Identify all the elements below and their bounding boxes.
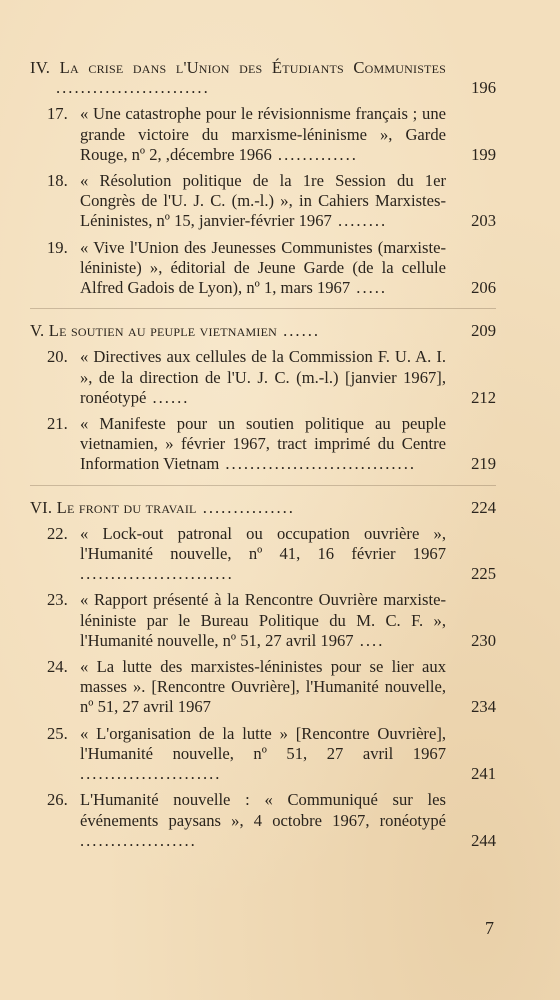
leader-dots: ............................... [219,454,416,474]
toc-item-24 [30,657,496,718]
page-reference: 230 [471,630,496,650]
leader-dots: ............... [196,497,295,517]
toc-section-iv [30,58,496,98]
leader-dots: ....................... [80,764,222,784]
page-reference: 244 [471,830,496,850]
leader-dots: ......................... [80,564,234,584]
toc-item-17 [30,104,496,165]
leader-dots: ......................... [56,78,210,98]
page-reference: 206 [471,278,496,298]
table-of-contents [30,58,496,857]
item-title: « La lutte des marxistes-léninistes pour se lier aux masses ». [Rencontre Ouvrière], l'Humanité nouvelle, nº 51, 27 avril 1967 [80,657,446,717]
item-title: « Vive l'Union des Jeunesses Communistes (marxiste-léniniste) », éditorial de Jeune Garde (de la cellule Alfred Gadois de Lyon), nº 1, mars 1967 [80,237,446,298]
item-title: L'Humanité nouvelle : « Communiqué sur les événements paysans », 4 octobre 1967, ronéotypé [80,790,446,830]
toc-item-19 [30,238,496,299]
page-reference: 219 [471,454,496,474]
section-divider [30,485,496,486]
item-number: 23. [47,590,68,610]
page-reference: 203 [471,211,496,231]
leader-dots: ...... [276,321,321,341]
leader-dots: ..... [350,278,388,298]
leader-dots: ...... [146,387,190,407]
page-reference: 241 [471,764,496,784]
item-title: « Manifeste pour un soutien politique au peuple vietnamien, » février 1967, tract imprimé du Centre Information Vietnam [80,414,446,474]
leader-dots: ........ [331,211,388,231]
item-number: 20. [47,347,68,367]
folio-page-number: 7 [485,918,494,938]
page-reference: 224 [471,497,496,517]
toc-item-22 [30,524,496,585]
toc-item-23 [30,590,496,651]
item-number: 19. [47,237,68,257]
page-reference: 212 [471,387,496,407]
page-reference: 196 [471,78,496,98]
page-reference: 234 [471,697,496,717]
item-number: 26. [47,790,68,810]
leader-dots: ............. [271,144,358,164]
toc-item-18 [30,171,496,232]
item-title: « Directives aux cellules de la Commission F. U. A. I. », de la direction de l'U. J. C. (m.-l.) [janvier 1967], ronéotypé [80,347,446,407]
section-heading: V. Le soutien au peuple vietnamien [30,321,277,341]
toc-item-20 [30,347,496,408]
item-number: 22. [47,523,68,543]
item-title: « Une catastrophe pour le révisionnisme français ; une grande victoire du marxisme-léninisme », Garde Rouge, nº 2, ,décembre 1966 [80,104,446,164]
item-title: « Rapport présenté à la Rencontre Ouvrière marxiste-léniniste par le Bureau Politique du M. C. F. », l'Humanité nouvelle, nº 51, 27 avril 1967 [80,590,446,650]
item-title: « Lock-out patronal ou occupation ouvrière », l'Humanité nouvelle, nº 41, 16 février 1967 [80,523,446,564]
leader-dots: .... [353,630,385,650]
item-number: 21. [47,414,68,434]
item-number: 18. [47,171,68,191]
item-number: 25. [47,723,68,743]
page-reference: 209 [471,321,496,341]
toc-item-26 [30,790,496,851]
toc-item-21 [30,414,496,475]
page-reference: 199 [471,144,496,164]
item-title: « Résolution politique de la 1re Session du 1er Congrès de l'U. J. C. (m.-l.) », in Cahiers Marxistes-Léninistes, nº 15, janvier-février 1967 [80,171,446,231]
toc-section-vi [30,498,496,518]
page-reference: 225 [471,564,496,584]
section-divider [30,308,496,309]
toc-section-v [30,321,496,341]
section-heading: VI. Le front du travail [30,497,197,517]
section-heading: IV. La crise dans l'Union des Étudiants Communistes [30,58,446,77]
item-number: 17. [47,104,68,124]
item-title: « L'organisation de la lutte » [Rencontre Ouvrière], l'Humanité nouvelle, nº 51, 27 avril 1967 [80,723,446,763]
toc-item-25 [30,724,496,785]
leader-dots: ................... [80,830,197,850]
item-number: 24. [47,657,68,677]
